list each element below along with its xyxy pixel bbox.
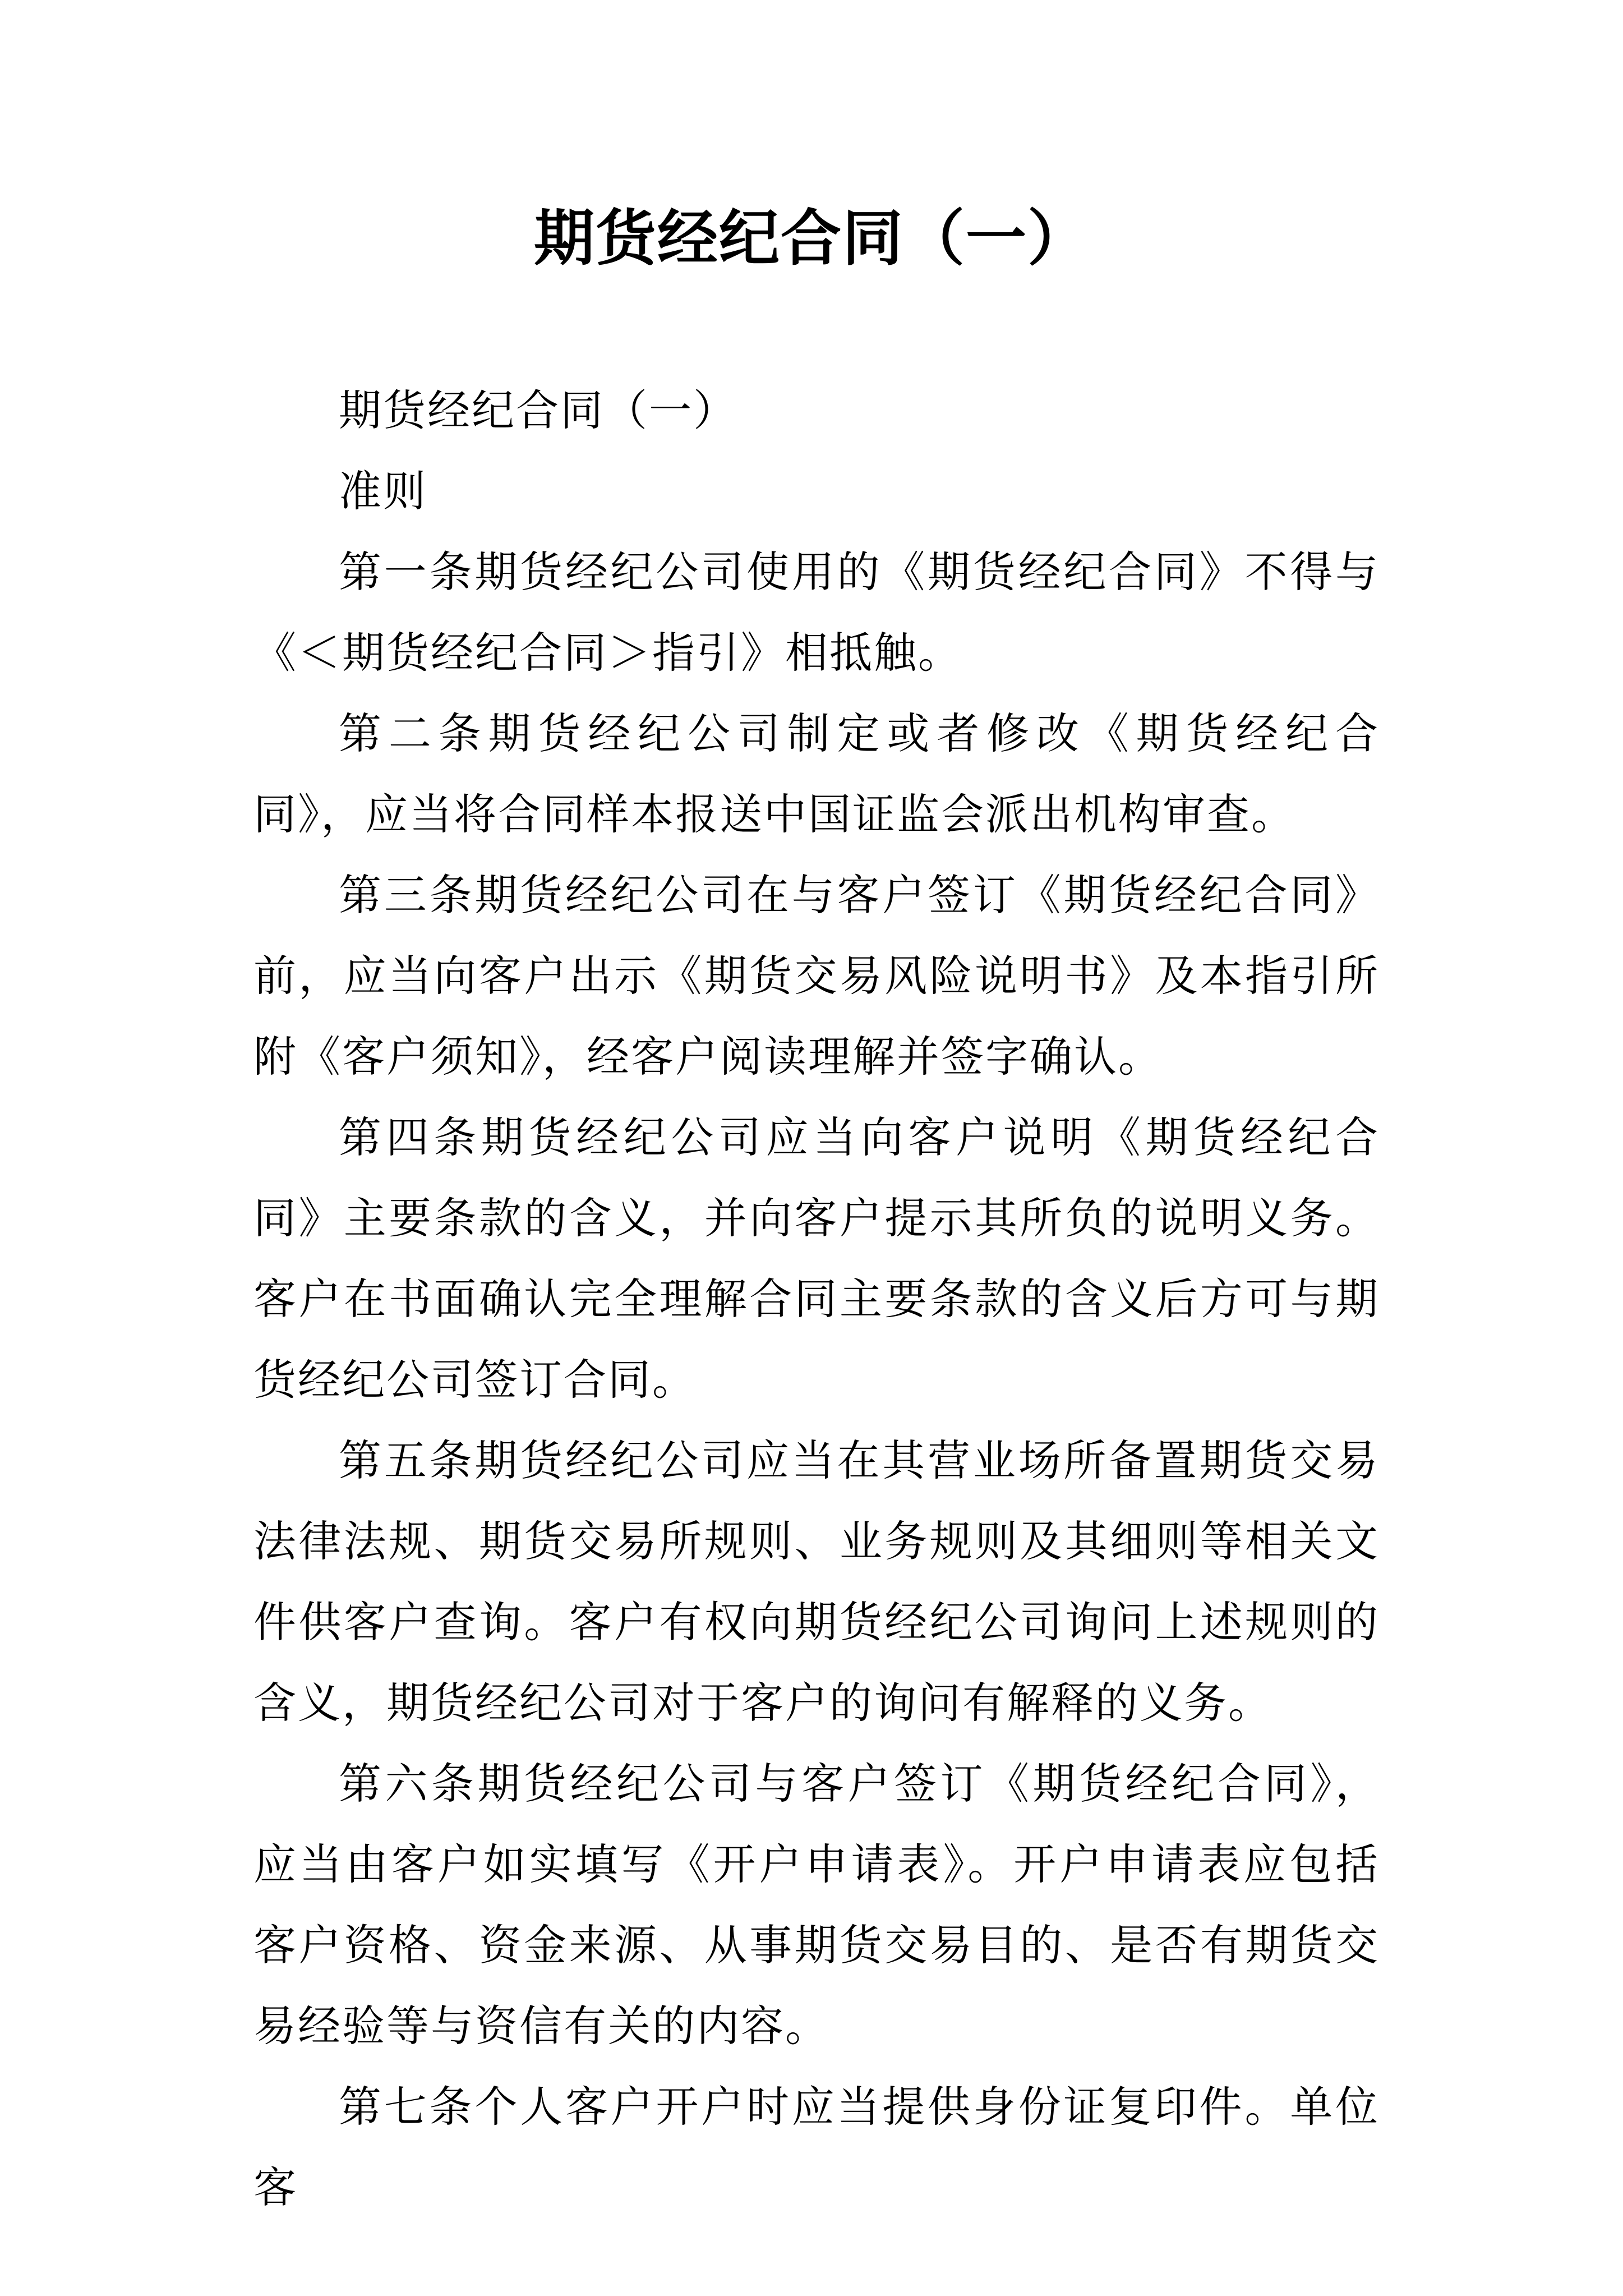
paragraph-heading: 期货经纪合同（一）: [339, 385, 737, 435]
document-body: [253, 370, 1380, 2228]
paragraph-article-1: 第一条期货经纪公司使用的《期货经纪合同》不得与《＜期货经纪合同＞指引》相抵触。: [253, 547, 1380, 678]
paragraph-article-3: 第三条期货经纪公司在与客户签订《期货经纪合同》前，应当向客户出示《期货交易风险说明书》及本指引所附《客户须知》，经客户阅读理解并签字确认。: [253, 870, 1380, 1082]
paragraph-article-7: 第七条个人客户开户时应当提供身份证复印件。单位客: [253, 2082, 1380, 2212]
paragraph-article-5: 第五条期货经纪公司应当在其营业场所备置期货交易法律法规、期货交易所规则、业务规则及其细则等相关文件供客户查询。客户有权向期货经纪公司询问上述规则的含义，期货经纪公司对于客户的询问有解释的义务。: [253, 1435, 1380, 1728]
document-title: 期货经纪合同（一）: [533, 203, 1089, 274]
paragraph-article-4: 第四条期货经纪公司应当向客户说明《期货经纪合同》主要条款的含义，并向客户提示其所负的说明义务。客户在书面确认完全理解合同主要条款的含义后方可与期货经纪公司签订合同。: [253, 1112, 1380, 1405]
paragraph-section-title: 准则: [339, 466, 427, 516]
paragraph-article-6: 第六条期货经纪公司与客户签订《期货经纪合同》，应当由客户如实填写《开户申请表》。开户申请表应包括客户资格、资金来源、从事期货交易目的、是否有期货交易经验等与资信有关的内容。: [253, 1759, 1380, 2051]
paragraph-article-2: 第二条期货经纪公司制定或者修改《期货经纪合同》，应当将合同样本报送中国证监会派出机构审查。: [253, 708, 1380, 839]
